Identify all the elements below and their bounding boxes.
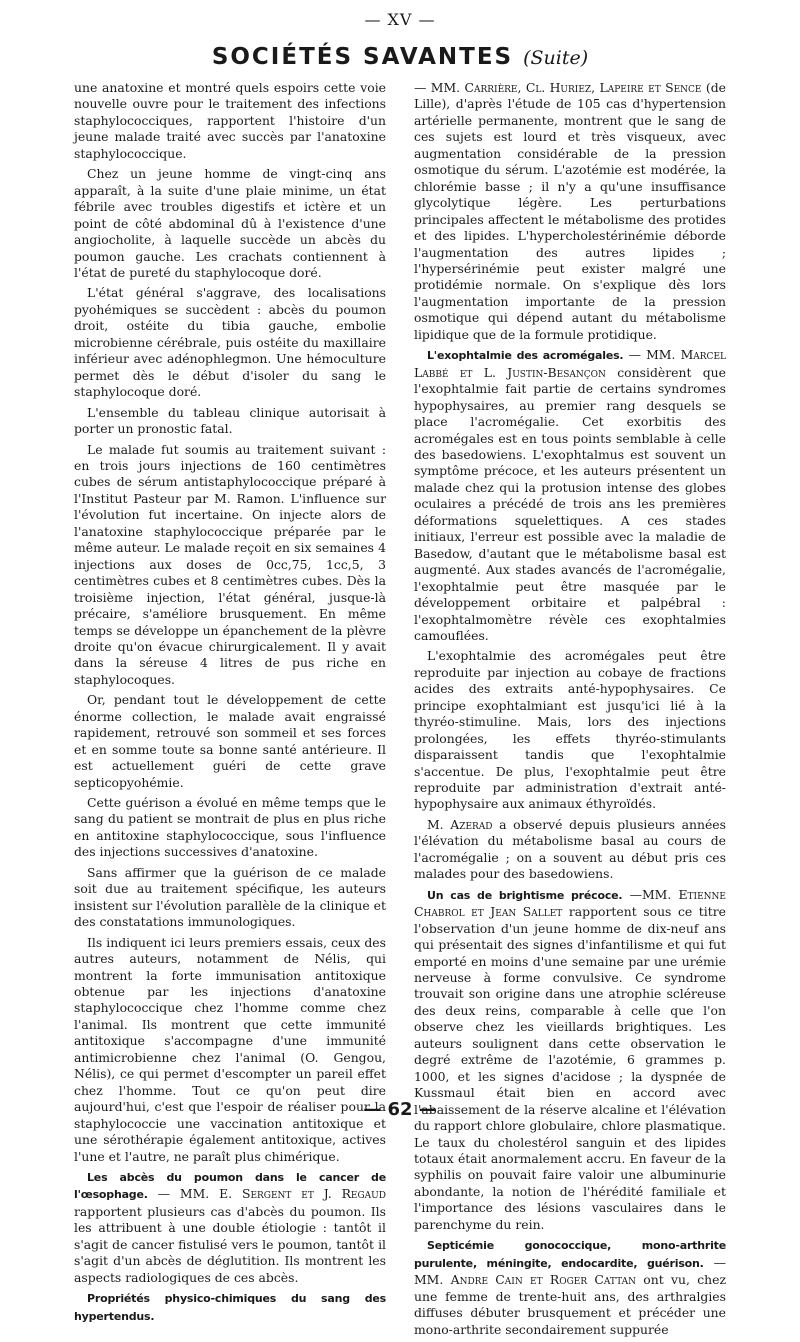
authors: Carrière, Cl. Huriez, Lapeire et Sence [464,80,702,95]
roman-folio: — XV — [364,10,436,29]
paragraph: Chez un jeune homme de vingt-cinq ans apparaît, à la suite d'une plaie minime, un état fébrile avec troubles digestifs et ictère et un point de côté abdominal dû à l'existence d'une angiocholite, à laquelle succède un abcès du poumon gauche. Les crachats contiennent à l'état de pureté du staphylocoque doré. [74,166,386,280]
paragraph: L'état général s'aggrave, des localisations pyohémiques se succèdent : abcès du poumon droit, ostéite du tibia gauche, embolie microbienne cérébrale, puis ostéite du maxillaire inférieur avec adénophlegmon. Une hémoculture permet dès le début d'isoler du sang le staphylocoque doré. [74,285,386,400]
lead: — MM. [623,347,681,363]
paragraph: Or, pendant tout le développement de cette énorme collection, le malade avait engraissé rapidement, retrouvé son sommeil et ses forces et en somme toute sa bonne santé antérieure. Il est actuellement guéri de cette grave septicopyohémie. [74,692,386,790]
section-title: Propriétés physico-chimiques du sang des hypertendus. [74,1292,386,1323]
section-exophtalmie [414,347,726,644]
paragraph: Ils indiquent ici leurs premiers essais, ceux des autres auteurs, notamment de Nélis, qui montrent la forte immunisation antitoxique obtenue par les injections d'anatoxine staphylococcique chez l'homme comme chez l'animal. Ils montrent que cette immunité antitoxique s'accompagne d'une immunité antimicrobienne chez l'animal (O. Gengou, Nélis), ce qui permet d'escompter un pareil effet chez l'homme. Tout ce qu'on peut dire aujourd'hui, c'est que l'espoir de réaliser pour la staphylococcie une vaccination antitoxique et une sérothérapie également antitoxique, actives l'une et l'autre, ne paraît plus chimérique. [74,934,386,1164]
section-header [0,44,800,70]
authors: Marcel Labbé et L. Justin-Besançon [414,347,726,380]
lead: — MM. [414,80,465,95]
section-text: a observé depuis plusieurs années l'élévation du métabolisme basal au cours de l'acromégalie ; on a souvent au début pris ces malades pour des basedowiens. [414,816,726,882]
section-brightisme [414,887,726,1234]
paragraph-azerad [414,817,726,883]
section-title: Septicémie gonococcique, mono-arthrite purulente, méningite, endocardite, guérison. [414,1239,726,1270]
dash: — [147,1186,180,1202]
section-text: considèrent que l'exophtalmie fait partie de certains syndromes hypophysaires, au premier rang desquels se place l'acromégalie. Cet exorbitis des acromégales est en tous points semblable à celle des basedowiens. L'exophtalmus est souvent un symptôme précoce, et les auteurs présentent un malade chez qui la protusion intense des globes oculaires a précédé de trois ans les premières déformations squelettiques. A ces stades initiaux, l'erreur est possible avec la maladie de Basedow, d'autant que le métabolisme basal est augmenté. Aux stades avancés de l'acromégalie, l'exophtalmie peut être masquée par le développement orbitaire et palpébral : l'exophtalmomètre révèle ces exophtalmies camouflées. [414,364,726,643]
section-abces-poumon [74,1169,386,1286]
left-column [74,80,386,1329]
paragraph: Sans affirmer que la guérison de ce malade soit due au traitement spécifique, les auteurs insistent sur l'évolution parallèle de la clinique et des constatations immunologiques. [74,864,386,930]
section-title: Un cas de brightisme précoce. [427,888,623,902]
authors: Etienne Chabrol et Jean Sallet [414,886,726,920]
lead: — MM. [414,1254,726,1288]
paragraph: Le malade fut soumis au traitement suivant : en trois jours injections de 160 centimètres cubes de sérum antistaphylococcique préparé à l'Institut Pasteur par M. Ramon. L'influence sur l'évolution fut incertaine. On injecte alors de l'anatoxine staphylococcique préparée par le même auteur. Le malade reçoit en six semaines 4 injections aux doses de 0cc,75, 1cc,5, 3 centimètres cubes et 8 centimètres cubes. Dès la troisième injection, l'état général, jusque-là précaire, s'améliore brusquement. En même temps se développe un épanchement de la plèvre droite qu'on évacue chirurgicalement. Il y avait dans la séreuse 4 litres de pus riche en staphylocoques. [74,441,386,687]
lead: —MM. [622,886,679,902]
paragraph: une anatoxine et montré quels espoirs cette voie nouvelle ouvre pour le traitement des infections staphylococciques, rapportent l'histoire d'un jeune malade traité avec succès par l'anatoxine staphylococcique. [74,80,386,161]
authors: Andre Cain et Roger Cattan [450,1272,636,1288]
section-title: Les abcès du poumon dans le cancer de l'œsophage. [74,1171,386,1202]
right-column [414,80,726,1342]
paragraph: L'exophtalmie des acromégales peut être reproduite par injection au cobaye de fractions acides des extraits anté-hypophysaires. Ce principe exophtalmiant est jusqu'ici lié à la thyréo-stimuline. Mais, lors des injections prolongées, les effets thyréo-stimulants disparaissent tandis que l'exophtalmie s'accentue. De plus, l'exophtalmie peut être reproduite par administration d'extrait anté-hypophysaire aux animaux éthyroïdés. [414,648,726,812]
paragraph: L'ensemble du tableau clinique autorisait à porter un pronostic fatal. [74,404,386,437]
page-number: — 62 — [363,1099,437,1120]
section-septicemie [414,1237,726,1338]
header-suite: (Suite) [523,47,589,69]
section-text: rapportent sous ce titre l'observation d'un jeune homme de dix-neuf ans qui présentait des signes d'infantilisme et qui fut emporté en moins d'une semaine par une urémie nerveuse à forme convulsive. Ce syndrome trouvait son origine dans une atrophie scléreuse des deux reins, comparable à celle que l'on observe chez les vieillards brightiques. Les auteurs soulignent dans cette observation le degré extrême de l'azotémie, 6 grammes p. 1000, et les signes d'acidose ; la dyspnée de Kussmaul était bien en accord avec l'abaissement de la réserve alcaline et l'élévation du rapport chlore globulaire, chlore plasmatique. Le taux du cholestérol sanguin et des lipides totaux était anormalement accru. En faveur de la syphilis on pouvait faire valoir une albuminurie abondante, la notion de l'hérédité familiale et l'importance des lésions vasculaires dans le parenchyme du rein. [414,904,726,1232]
authors: MM. E. Sergent et J. Regaud [179,1186,386,1202]
paragraph: Cette guérison a évolué en même temps que le sang du patient se montrait de plus en plus riche en antitoxine staphylococcique, sous l'influence des injections successives d'anatoxine. [74,795,386,860]
section-continuation [414,80,726,343]
section-text: (de Lille), d'après l'étude de 105 cas d'hypertension artérielle permanente, montrent que le sang de ces sujets est lourd et très visqueux, avec augmentation considérable de la pression osmotique du sérum. L'azotémie est modérée, la chlorémie basse ; il n'y a qu'une insuffisance glycolytique légère. Les perturbations principales affectent le métabolisme des protides et des lipides. L'hypercholestérinémie déborde l'augmentation des autres lipides ; l'hypersérinémie peut exister malgré une protidémie normale. On s'explique dès lors l'augmentation importante de la pression osmotique qui dépend autant du métabolisme lipidique que de la formule protidique. [414,80,726,342]
section-title: L'exophtalmie des acromégales. [427,349,624,363]
section-text: rapportent plusieurs cas d'abcès du poumon. Ils les attribuent à une double étiologie : tantôt il s'agit de cancer fistulisé vers le poumon, tantôt il s'agit d'un abcès de déglutition. Ils montrent les aspects radiologiques de ces abcès. [74,1203,386,1285]
authors: Azerad [450,816,493,832]
section-text: ont vu, chez une femme de trente-huit ans, des arthralgies diffuses débuter brusquement et précéder une mono-arthrite secondairement suppurée [414,1272,726,1337]
lead: M. [427,816,451,832]
section-proprietes-sang [74,1290,386,1325]
header-title: SOCIÉTÉS SAVANTES [211,44,514,70]
